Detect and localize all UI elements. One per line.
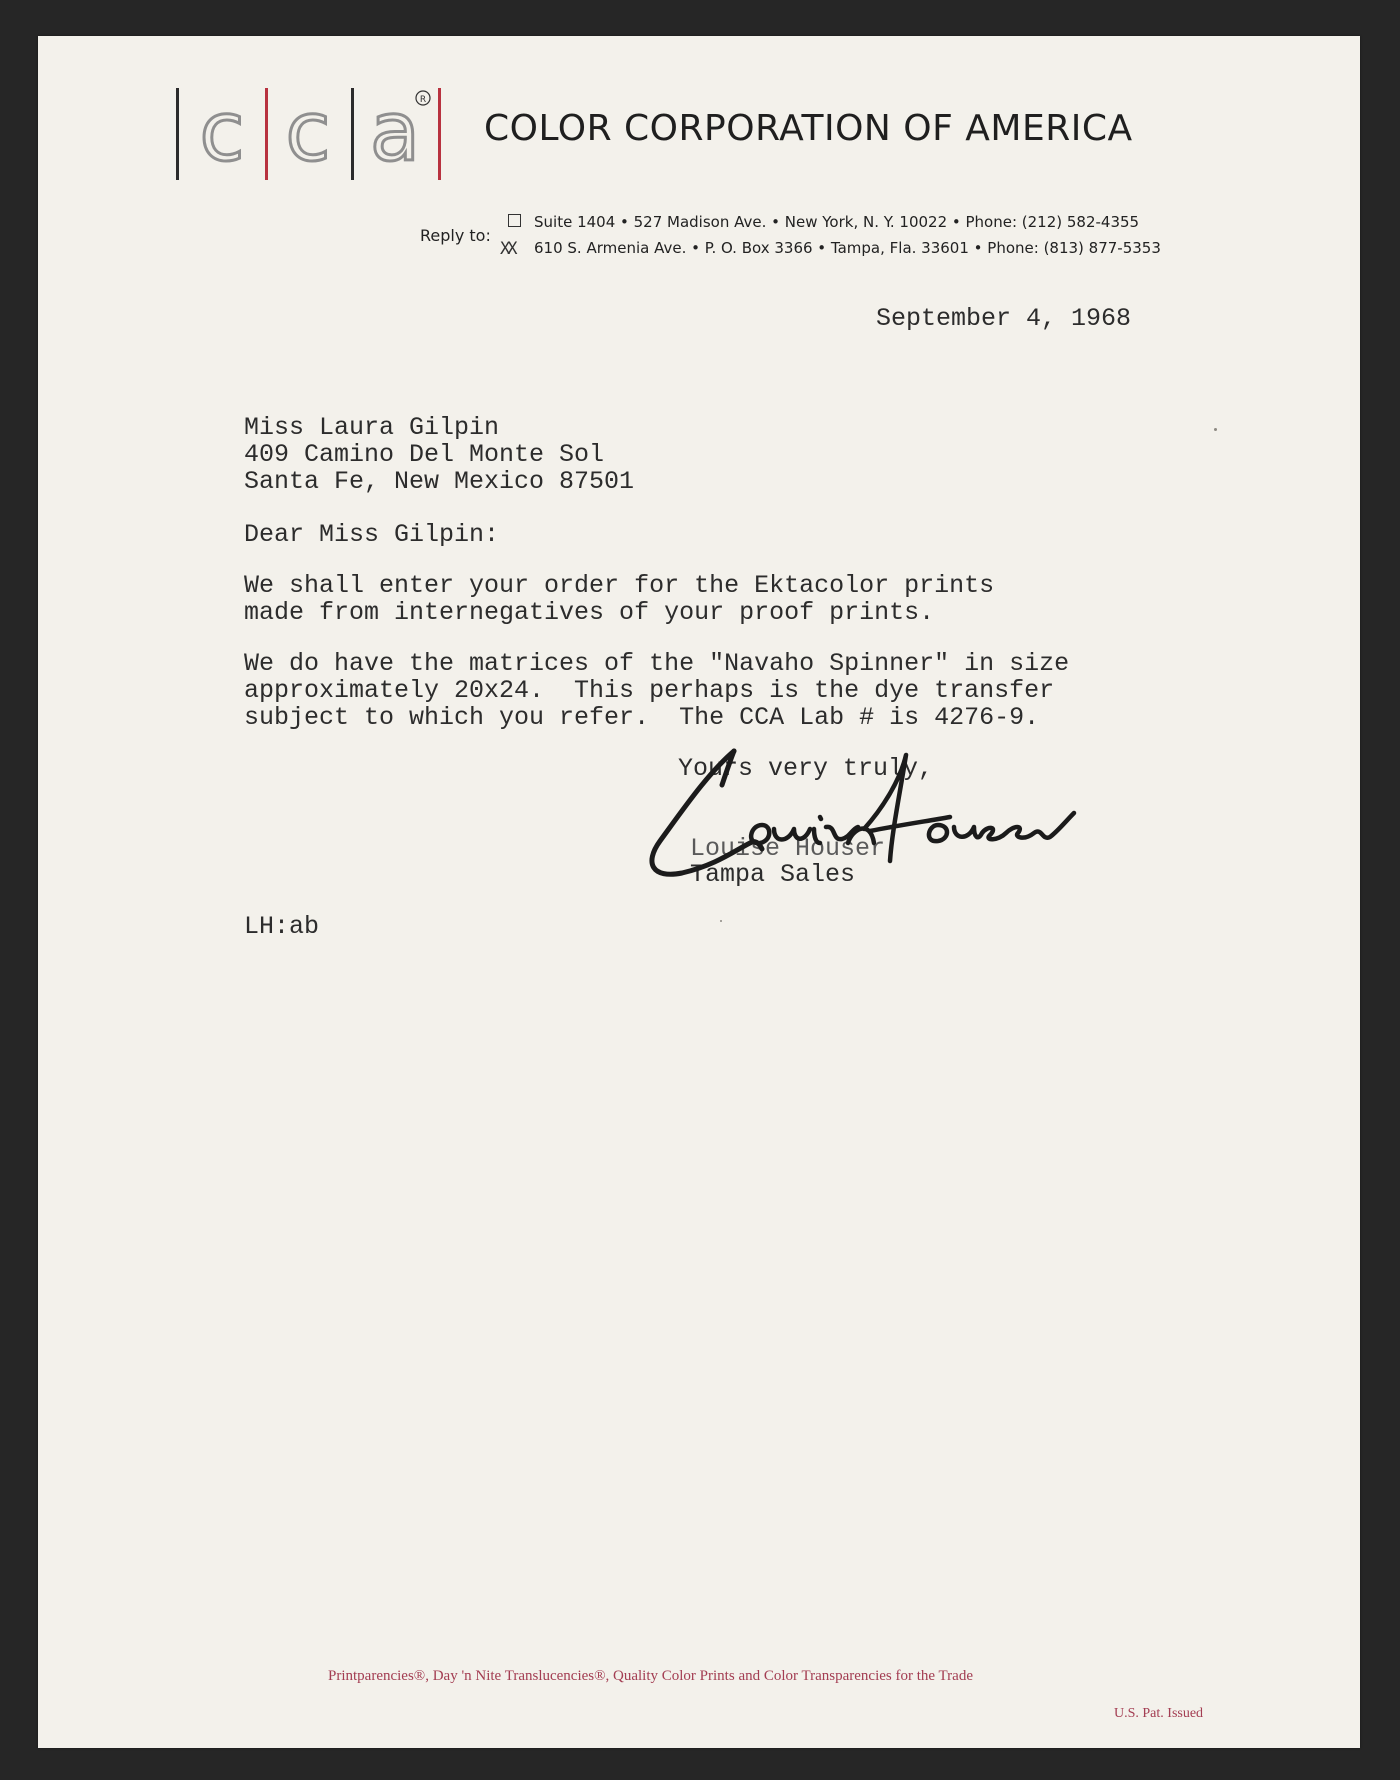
logo-bar-black bbox=[176, 88, 179, 180]
handwritten-signature bbox=[638, 733, 1098, 893]
new-york-address: Suite 1404 • 527 Madison Ave. • New York, N. Y. 10022 • Phone: (212) 582-4355 bbox=[534, 213, 1140, 231]
logo-letter-2: c bbox=[285, 88, 331, 180]
new-york-checkbox bbox=[508, 214, 521, 227]
logo-bar-red-1 bbox=[265, 88, 268, 180]
logo-letter-3: a bbox=[369, 88, 421, 180]
salutation: Dear Miss Gilpin: bbox=[244, 520, 500, 549]
recipient-line: Santa Fe, New Mexico 87501 bbox=[244, 467, 635, 496]
company-name: COLOR CORPORATION OF AMERICA bbox=[484, 108, 1133, 149]
body-paragraph-2 bbox=[244, 650, 1069, 731]
paragraph-line: We shall enter your order for the Ektacolor prints bbox=[244, 571, 995, 600]
logo-letter-1: c bbox=[199, 88, 245, 180]
tampa-address: 610 S. Armenia Ave. • P. O. Box 3366 • Tampa, Fla. 33601 • Phone: (813) 877-5353 bbox=[534, 239, 1161, 257]
letter-date: September 4, 1968 bbox=[876, 304, 1132, 333]
patent-notice: U.S. Pat. Issued bbox=[1114, 1706, 1204, 1721]
registered-mark-letter: R bbox=[419, 95, 427, 105]
reference-initials: LH:ab bbox=[244, 912, 320, 941]
paragraph-line: made from internegatives of your proof prints. bbox=[244, 598, 935, 627]
body-paragraph-1 bbox=[244, 572, 994, 626]
recipient-line: Miss Laura Gilpin bbox=[244, 413, 500, 442]
reply-to-label: Reply to: bbox=[420, 226, 491, 245]
recipient-line: 409 Camino Del Monte Sol bbox=[244, 440, 605, 469]
footer-products: Printparencies®, Day 'n Nite Translucencies®, Quality Color Prints and Color Transparencies for the Trade bbox=[328, 1668, 973, 1684]
tampa-typed-mark: XX bbox=[500, 239, 515, 259]
closing: Yours very truly, bbox=[678, 754, 934, 783]
signer-title: Tampa Sales bbox=[690, 860, 856, 889]
paragraph-line: We do have the matrices of the "Navaho Spinner" in size bbox=[244, 649, 1070, 678]
cca-logo bbox=[176, 88, 446, 180]
paragraph-line: subject to which you refer. The CCA Lab # is 4276-9. bbox=[244, 703, 1040, 732]
signer-name: Louise Houser bbox=[690, 834, 886, 863]
paragraph-line: approximately 20x24. This perhaps is the dye transfer bbox=[244, 676, 1055, 705]
paper-speck bbox=[720, 920, 722, 922]
logo-bar-red-2 bbox=[438, 88, 441, 180]
logo-bar-black-2 bbox=[351, 88, 354, 180]
paper-speck bbox=[1214, 428, 1217, 431]
recipient-address bbox=[244, 414, 634, 495]
